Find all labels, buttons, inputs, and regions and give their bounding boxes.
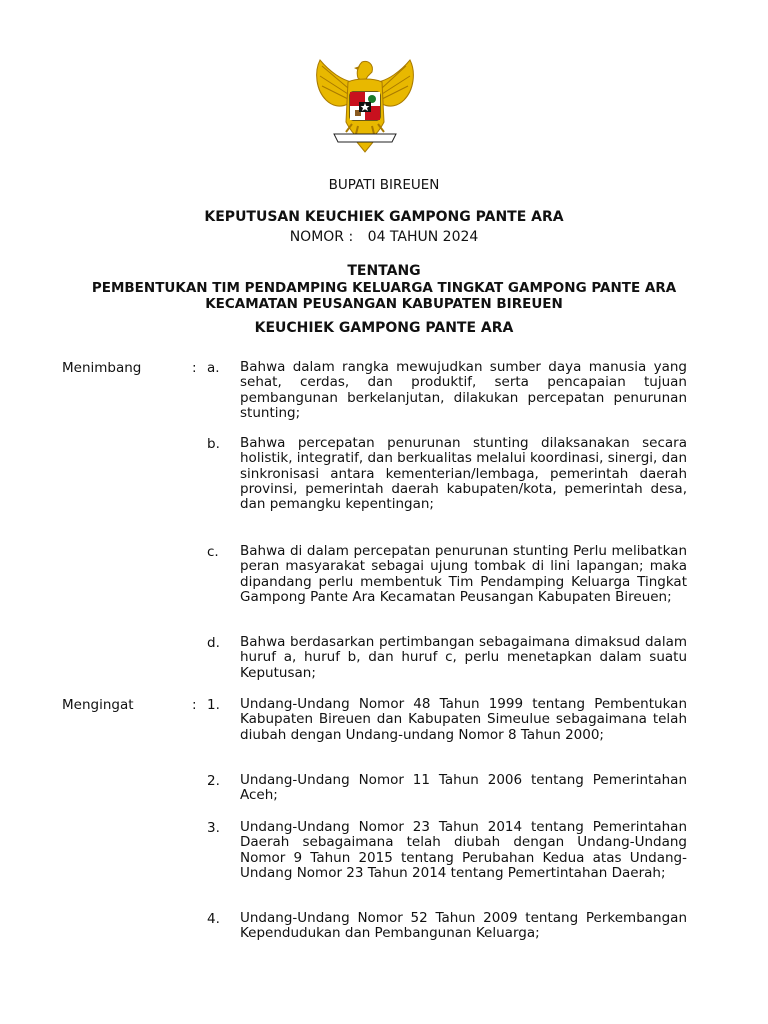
menimbang-label: Menimbang [62,360,142,376]
number-value: 04 TAHUN 2024 [367,229,479,245]
menimbang-marker-d: d. [207,635,220,651]
mengingat-marker-1: 1. [207,697,220,713]
about-heading: TENTANG [347,263,421,279]
decree-title: KEPUTUSAN KEUCHIEK GAMPONG PANTE ARA [204,209,564,225]
subject-line-2: KECAMATAN PEUSANGAN KABUPATEN BIREUEN [205,296,563,312]
menimbang-item-d: Bahwa berdasarkan pertimbangan sebagaimana dimaksud dalam huruf a, huruf b, dan huruf c, perlu menetapkan dalam suatu Keputusan; [240,634,687,681]
mengingat-marker-3: 3. [207,820,220,836]
menimbang-item-c: Bahwa di dalam percepatan penurunan stunting Perlu melibatkan peran masyarakat sebagai ujung tombak di lini lapangan; maka dipandang perlu membentuk Tim Pendamping Keluarga Tingkat Gampong Pante Ara Kecamatan Peusangan Kabupaten Bireuen; [240,543,687,605]
issuer-heading: KEUCHIEK GAMPONG PANTE ARA [254,320,514,336]
menimbang-marker-a: a. [207,360,220,376]
mengingat-label: Mengingat [62,697,134,713]
mengingat-marker-2: 2. [207,773,220,789]
mengingat-colon: : [192,697,197,713]
mengingat-item-4: Undang-Undang Nomor 52 Tahun 2009 tentang Perkembangan Kependudukan dan Pembangunan Keluarga; [240,910,687,942]
garuda-emblem-icon [312,52,418,160]
regent-heading: BUPATI BIREUEN [328,177,440,193]
mengingat-item-1: Undang-Undang Nomor 48 Tahun 1999 tentang Pembentukan Kabupaten Bireuen dan Kabupaten Simeulue sebagaimana telah diubah dengan Undang-undang Nomor 8 Tahun 2000; [240,696,687,743]
decree-number [0,229,768,245]
menimbang-item-a: Bahwa dalam rangka mewujudkan sumber daya manusia yang sehat, cerdas, dan produktif, serta pencapaian tujuan pembangunan berkelanjutan, dilakukan percepatan penurunan stunting; [240,359,687,421]
menimbang-item-b: Bahwa percepatan penurunan stunting dilaksanakan secara holistik, integratif, dan berkualitas melalui koordinasi, sinergi, dan sinkronisasi antara kementerian/lembaga, pemerintah daerah provinsi, pemerintah daerah kabupaten/kota, pemerintah desa, dan pemangku kepentingan; [240,435,687,513]
mengingat-item-2: Undang-Undang Nomor 11 Tahun 2006 tentang Pemerintahan Aceh; [240,772,687,804]
subject-line-1: PEMBENTUKAN TIM PENDAMPING KELUARGA TINGKAT GAMPONG PANTE ARA [91,280,677,296]
menimbang-marker-b: b. [207,436,220,452]
mengingat-item-3: Undang-Undang Nomor 23 Tahun 2014 tentang Pemerintahan Daerah sebagaimana telah diubah dengan Undang-Undang Nomor 9 Tahun 2015 tentang Perubahan Kedua atas Undang-Undang Nomor 23 Tahun 2014 tentang Pemertintahan Daerah; [240,819,687,881]
menimbang-marker-c: c. [207,544,219,560]
menimbang-colon: : [192,360,197,376]
number-label: NOMOR : [289,229,354,245]
mengingat-marker-4: 4. [207,911,220,927]
